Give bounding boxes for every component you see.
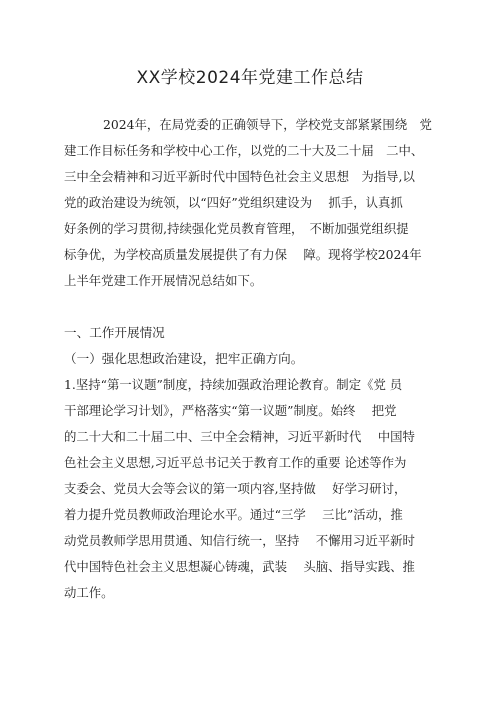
item-line-7: 动党员教师学思用贯通、知信行统一，坚持 不懈用习近平新时: [64, 533, 415, 548]
item-line-8: 代中国特色社会主义思想凝心铸魂，武装 头脑、指导实践、推: [64, 559, 415, 574]
item-line-9: 动工作。: [64, 585, 114, 600]
intro-line-4: 党的政治建设为统领，以“四好”党组织建设为 抓手，认真抓: [64, 195, 403, 210]
item-line-1: 1.坚持“第一议题”制度，持续加强政治理论教育。制定《党 员: [64, 377, 403, 392]
subsection-heading: （一）强化思想政治建设，把牢正确方向。: [64, 351, 304, 366]
intro-line-5: 好条例的学习贯彻,持续强化党员教育管理， 不断加强党组织提: [64, 221, 409, 236]
intro-line-1: 2024年，在局党委的正确领导下，学校党支部紧紧围绕 党: [103, 117, 432, 132]
item-line-5: 支委会、党员大会等会议的第一项内容,坚持做 好学习研讨，: [64, 481, 407, 496]
intro-line-6: 标争优，为学校高质量发展提供了有力保 障。现将学校2024年: [64, 247, 422, 262]
item-line-2: 干部理论学习计划》，严格落实“第一议题”制度。始终 把党: [64, 403, 397, 418]
intro-line-3: 三中全会精神和习近平新时代中国特色社会主义思想 为指导,以: [64, 169, 415, 184]
section-heading: 一、工作开展情况: [64, 325, 165, 340]
intro-line-7: 上半年党建工作开展情况总结如下。: [64, 273, 263, 288]
intro-line-2: 建工作目标任务和学校中心工作，以党的二十大及二十届 二中、: [64, 143, 424, 158]
item-line-4: 色社会主义思想,习近平总书记关于教育工作的重要 论述等作为: [64, 455, 407, 470]
item-line-3: 的二十大和二十届二中、三中全会精神，习近平新时代 中国特: [64, 429, 415, 444]
document-title: XX学校2024年党建工作总结: [136, 68, 364, 88]
item-line-6: 着力提升党员教师政治理论水平。通过“三学 三比”活动，推: [64, 507, 403, 522]
